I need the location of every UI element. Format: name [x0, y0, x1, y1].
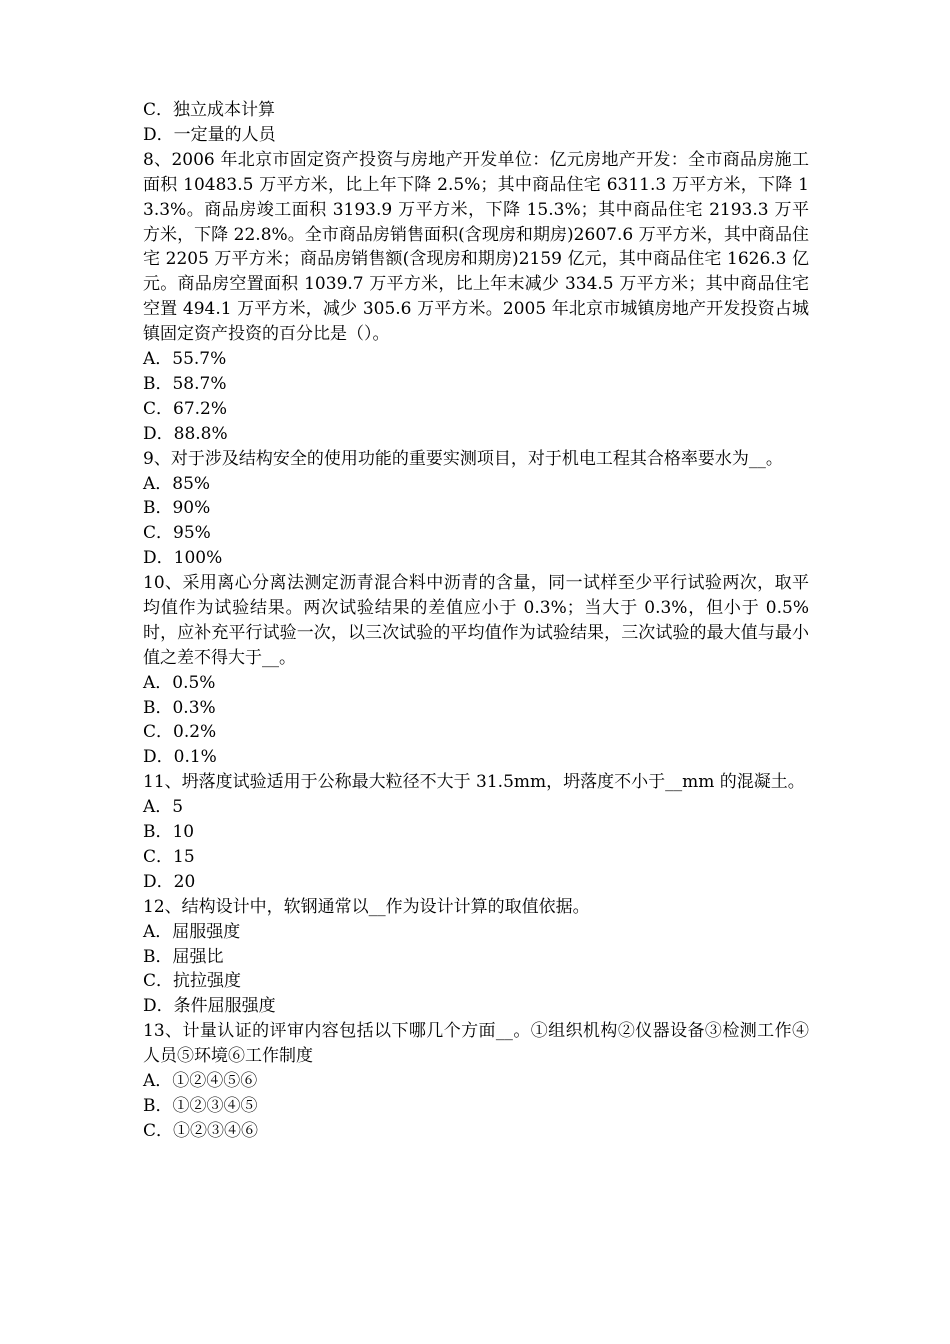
option-b-q8: B．58.7% [143, 373, 227, 394]
option-a-q13: A．①②④⑤⑥ [143, 1071, 258, 1091]
option-d-q8: D．88.8% [143, 423, 228, 444]
option-d-q7: D．一定量的人员 [143, 124, 276, 145]
question-10: 10、采用离心分离法测定沥青混合料中沥青的含量，同一试样至少平行试验两次，取平均值作为试验结果。两次试验结果的差值应小于 0.3%；当大于 0.3%，但小于 0.5%时，应补充平行试验一次，以三次试验的平均值作为试验结果，三次试验的最大值与最小值之差不得大于__。 [143, 573, 809, 668]
option-c-q13: C．①②③④⑥ [143, 1120, 259, 1141]
document-page [143, 98, 809, 1144]
option-c-q7: C．独立成本计算 [143, 100, 276, 120]
option-c-q10: C．0.2% [143, 722, 217, 743]
option-a-q10: A．0.5% [143, 672, 216, 693]
option-a-q9: A．85% [143, 473, 211, 494]
option-d-q10: D．0.1% [143, 747, 217, 768]
option-b-q10: B．0.3% [143, 697, 216, 718]
question-11: 11、坍落度试验适用于公称最大粒径不大于 31.5mm，坍落度不小于__mm 的混凝土。 [143, 772, 805, 793]
question-9: 9、对于涉及结构安全的使用功能的重要实测项目，对于机电工程其合格率要水为__。 [143, 448, 783, 469]
option-b-q12: B．屈强比 [143, 946, 224, 967]
option-b-q9: B．90% [143, 498, 211, 519]
option-d-q11: D．20 [143, 871, 196, 892]
option-a-q8: A．55.7% [143, 349, 227, 370]
option-a-q12: A．屈服强度 [143, 921, 241, 942]
option-d-q12: D．条件屈服强度 [143, 996, 276, 1017]
question-8: 8、2006 年北京市固定资产投资与房地产开发单位：亿元房地产开发：全市商品房施工面积 10483.5 万平方米，比上年下降 2.5%；其中商品住宅 6311.3 万平方米，下降 13.3%。商品房竣工面积 3193.9 万平方米，下降 15.3%；其中商品住宅 2193.3 万平方米，下降 22.8%。全市商品房销售面积(含现房和期房)2607.6 万平方米，其中商品住宅 2205 万平方米；商品房销售额(含现房和期房)2159 亿元，其中商品住宅 1626.3 亿元。商品房空置面积 1039.7 万平方米，比上年末减少 334.5 万平方米；其中商品住宅空置 494.1 万平方米，减少 305.6 万平方米。2005 年北京市城镇房地产开发投资占城镇固定资产投资的百分比是（）。 [143, 149, 809, 345]
option-a-q11: A．5 [143, 797, 184, 818]
option-c-q11: C．15 [143, 846, 195, 867]
option-d-q9: D．100% [143, 548, 223, 569]
option-b-q13: B．①②③④⑤ [143, 1095, 258, 1116]
option-b-q11: B．10 [143, 822, 195, 843]
option-c-q12: C．抗拉强度 [143, 971, 242, 992]
question-13: 13、计量认证的评审内容包括以下哪几个方面__。①组织机构②仪器设备③检测工作④人员⑤环境⑥工作制度 [143, 1021, 809, 1067]
option-c-q8: C．67.2% [143, 398, 228, 419]
option-c-q9: C．95% [143, 523, 211, 544]
question-12: 12、结构设计中，软钢通常以__作为设计计算的取值依据。 [143, 896, 590, 917]
